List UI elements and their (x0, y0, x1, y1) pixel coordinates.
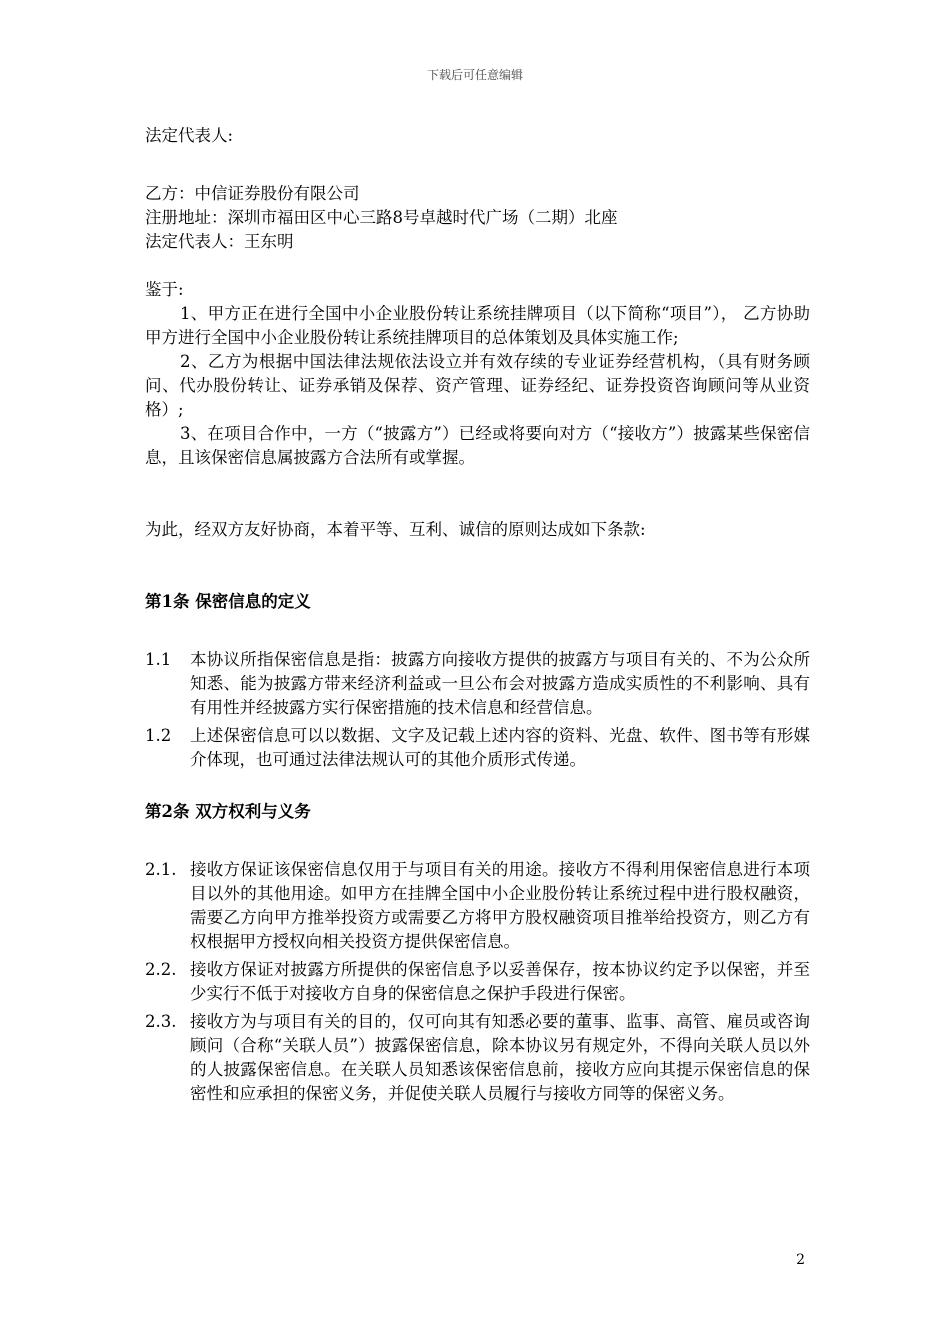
whereas-item-3: 3、在项目合作中，一方（“披露方”）已经或将要向对方（“接收方”）披露某些保密信息，且该保密信息属披露方合法所有或掌握。 (145, 424, 810, 467)
party-b-address: 注册地址：深圳市福田区中心三路8号卓越时代广场（二期）北座 (145, 208, 618, 227)
clause-text: 接收方保证对披露方所提供的保密信息予以妥善保存，按本协议约定予以保密，并至少实行不低于对接收方自身的保密信息之保护手段进行保密。 (190, 960, 810, 1003)
article-2-title: 第2条 双方权利与义务 (145, 802, 311, 821)
clause-number: 2.2. (145, 960, 177, 979)
clause-2-1 (145, 858, 810, 954)
clause-text: 接收方保证该保密信息仅用于与项目有关的用途。接收方不得利用保密信息进行本项目以外的其他用途。如甲方在挂牌全国中小企业股份转让系统过程中进行股权融资，需要乙方向甲方推举投资方或需要乙方将甲方股权融资项目推举给投资方，则乙方有权根据甲方授权向相关投资方提供保密信息。 (190, 860, 810, 951)
clause-text: 接收方为与项目有关的目的，仅可向其有知悉必要的董事、监事、高管、雇员或咨询顾问（合称“关联人员”）披露保密信息，除本协议另有规定外，不得向关联人员以外的人披露保密信息。在关联人员知悉该保密信息前，接收方应向其提示保密信息的保密性和应承担的保密义务，并促使关联人员履行与接收方同等的保密义务。 (190, 1012, 810, 1103)
article-1-title: 第1条 保密信息的定义 (145, 592, 311, 611)
clause-1-1 (145, 648, 810, 720)
whereas-item-2: 2、乙方为根据中国法律法规依法设立并有效存续的专业证券经营机构，（具有财务顾问、代办股份转让、证券承销及保荐、资产管理、证券经纪、证券投资咨询顾问等从业资格）; (145, 352, 810, 419)
clause-2-3 (145, 1010, 810, 1106)
whereas-label: 鉴于: (145, 280, 184, 299)
clause-text: 本协议所指保密信息是指：披露方向接收方提供的披露方与项目有关的、不为公众所知悉、能为披露方带来经济利益或一旦公布会对披露方造成实质性的不利影响、具有有用性并经披露方实行保密措施的技术信息和经营信息。 (190, 650, 810, 717)
clause-1-2 (145, 724, 810, 772)
party-a-representative: 法定代表人: (145, 126, 234, 145)
clause-number: 2.1. (145, 860, 177, 879)
document-body (145, 124, 810, 1110)
clause-number: 1.2 (145, 726, 172, 745)
whereas-item-1: 1、甲方正在进行全国中小企业股份转让系统挂牌项目（以下简称“项目”）， 乙方协助甲方进行全国中小企业股份转让系统挂牌项目的总体策划及具体实施工作; (145, 304, 810, 347)
page-header: 下载后可任意编辑 (426, 68, 523, 82)
clause-number: 1.1 (145, 650, 172, 669)
preamble: 为此，经双方友好协商，本着平等、互利、诚信的原则达成如下条款: (145, 520, 646, 539)
party-b-name: 乙方：中信证券股份有限公司 (145, 184, 360, 203)
party-b-representative: 法定代表人：王东明 (145, 232, 294, 251)
clause-number: 2.3. (145, 1012, 177, 1031)
page-number: 2 (796, 1252, 805, 1268)
clause-text: 上述保密信息可以以数据、文字及记载上述内容的资料、光盘、软件、图书等有形媒介体现，也可通过法律法规认可的其他介质形式传递。 (190, 726, 810, 769)
clause-2-2 (145, 958, 810, 1006)
